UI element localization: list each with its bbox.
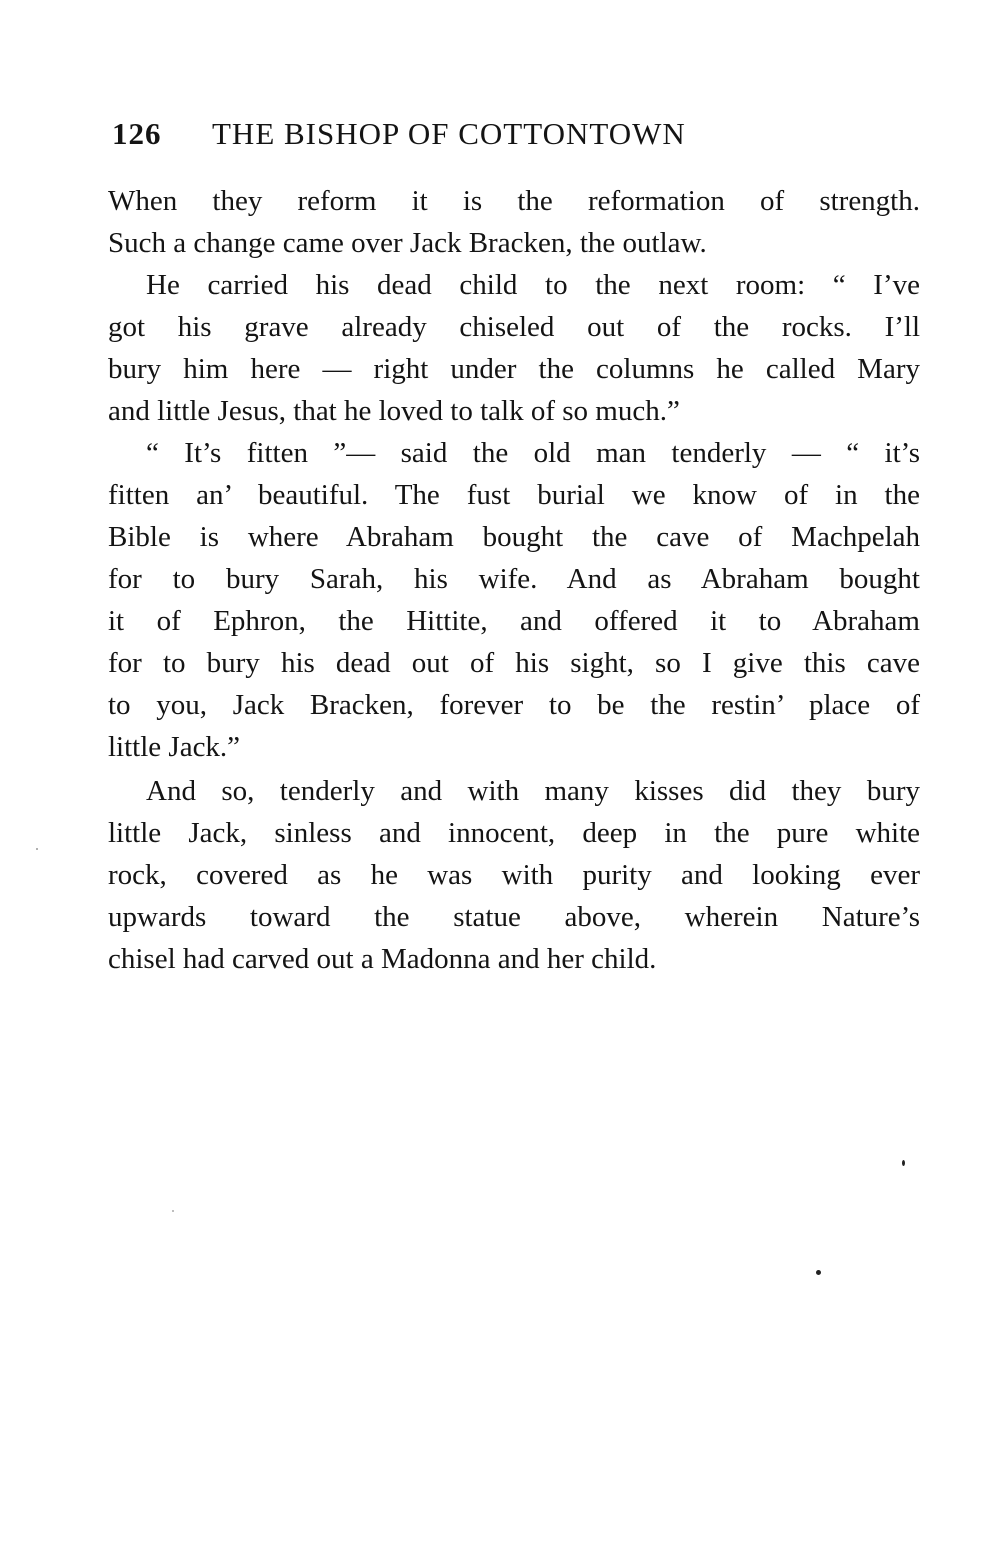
text-line: got his grave already chiseled out of the rocks. I’ll xyxy=(108,311,920,343)
text-line: Such a change came over Jack Bracken, the outlaw. xyxy=(108,227,707,259)
paper-speck xyxy=(36,848,38,850)
text-line: fitten an’ beautiful. The fust burial we know of in the xyxy=(108,479,920,511)
page-header xyxy=(112,112,812,156)
text-line: little Jack.” xyxy=(108,731,241,763)
paper-speck xyxy=(902,1160,905,1166)
paper-speck xyxy=(816,1270,821,1275)
text-line: He carried his dead child to the next room: “ I’ve xyxy=(146,269,920,301)
text-line: “ It’s fitten ”— said the old man tenderly — “ it’s xyxy=(146,437,920,469)
text-line: chisel had carved out a Madonna and her child. xyxy=(108,943,657,975)
text-line: for to bury Sarah, his wife. And as Abraham bought xyxy=(108,563,920,595)
text-line: to you, Jack Bracken, forever to be the restin’ place of xyxy=(108,689,920,721)
page-number: 126 xyxy=(112,116,162,151)
text-line: When they reform it is the reformation of strength. xyxy=(108,185,920,217)
text-line: Bible is where Abraham bought the cave of Machpelah xyxy=(108,521,920,553)
text-line: bury him here — right under the columns he called Mary xyxy=(108,353,920,385)
text-line: And so, tenderly and with many kisses did they bury xyxy=(146,775,920,807)
text-line: and little Jesus, that he loved to talk of so much.” xyxy=(108,395,680,427)
text-line: for to bury his dead out of his sight, so I give this cave xyxy=(108,647,920,679)
text-line: rock, covered as he was with purity and looking ever xyxy=(108,859,920,891)
running-title: THE BISHOP OF COTTONTOWN xyxy=(212,116,686,151)
text-line: little Jack, sinless and innocent, deep in the pure white xyxy=(108,817,920,849)
text-line: it of Ephron, the Hittite, and offered it to Abraham xyxy=(108,605,920,637)
paper-speck xyxy=(172,1210,174,1212)
text-line: upwards toward the statue above, wherein Nature’s xyxy=(108,901,920,933)
